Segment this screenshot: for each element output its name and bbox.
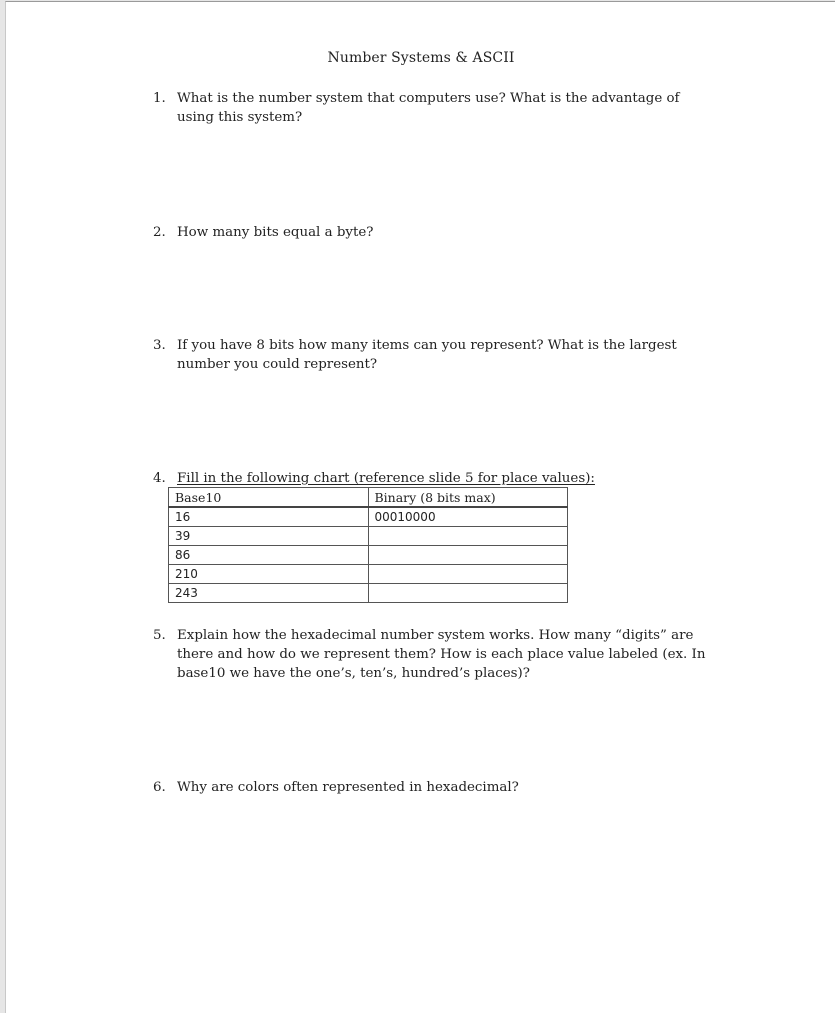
base10-cell: 16 [169, 507, 369, 527]
base10-cell: 86 [169, 546, 369, 565]
header-base10: Base10 [169, 488, 369, 508]
question-number: 1. [153, 91, 166, 106]
question-4 [153, 469, 713, 488]
question-text: Explain how the hexadecimal number system works. How many “digits” are there and how do we represent them? How is each place value labeled (ex. In base10 we have the one’s, ten’s, hundred’s places)? [177, 628, 706, 681]
table-row [169, 546, 568, 565]
binary-cell[interactable] [368, 565, 568, 584]
document-page [5, 1, 835, 1013]
binary-cell[interactable] [368, 584, 568, 603]
table-row [169, 527, 568, 546]
question-3 [153, 336, 713, 374]
question-number: 2. [153, 225, 166, 240]
binary-cell[interactable]: 00010000 [368, 507, 568, 527]
question-2 [153, 223, 713, 242]
base10-cell: 39 [169, 527, 369, 546]
base10-cell: 243 [169, 584, 369, 603]
question-text: If you have 8 bits how many items can you represent? What is the largest number you could represent? [177, 338, 677, 372]
question-number: 6. [153, 780, 166, 795]
table-row [169, 565, 568, 584]
question-number: 4. [153, 471, 166, 486]
question-text: How many bits equal a byte? [177, 225, 374, 240]
document-title: Number Systems & ASCII [327, 50, 515, 66]
question-6 [153, 778, 713, 797]
base10-cell: 210 [169, 565, 369, 584]
header-binary: Binary (8 bits max) [368, 488, 568, 508]
table-row [169, 507, 568, 527]
binary-cell[interactable] [368, 527, 568, 546]
question-text: What is the number system that computers use? What is the advantage of using this system? [177, 91, 680, 125]
table-row [169, 584, 568, 603]
conversion-chart [168, 487, 568, 603]
question-1 [153, 89, 713, 127]
question-5 [153, 626, 713, 683]
question-number: 5. [153, 628, 166, 643]
chart-header-row [169, 488, 568, 508]
question-number: 3. [153, 338, 166, 353]
binary-cell[interactable] [368, 546, 568, 565]
question-text: Why are colors often represented in hexadecimal? [177, 780, 519, 795]
question-text: Fill in the following chart (reference slide 5 for place values): [177, 471, 595, 486]
